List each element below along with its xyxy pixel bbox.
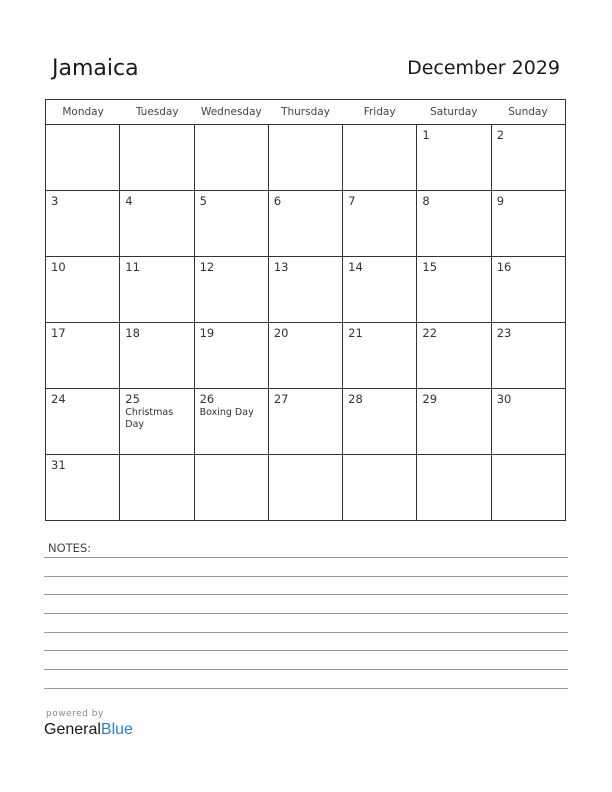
- day-number: 23: [496, 326, 512, 340]
- weekday-header: Friday: [363, 106, 396, 118]
- calendar-day-cell: [195, 191, 269, 256]
- day-number: 19: [199, 326, 215, 340]
- day-number: 27: [273, 392, 289, 406]
- notes-line: [44, 557, 568, 558]
- calendar-day-cell: [417, 455, 491, 520]
- calendar-day-cell: [492, 323, 565, 388]
- calendar-day-cell: [343, 389, 417, 454]
- calendar-week-row: [46, 323, 565, 389]
- weekday-header: Saturday: [430, 106, 478, 118]
- weekday-header: Wednesday: [200, 106, 262, 118]
- holiday-label: Christmas Day: [125, 407, 174, 430]
- day-number: 10: [51, 260, 66, 274]
- calendar-day-cell: [343, 455, 417, 520]
- day-number: 13: [273, 260, 289, 274]
- calendar-week-row: [46, 191, 565, 257]
- day-number: 14: [348, 260, 363, 274]
- day-number: 7: [348, 194, 356, 208]
- calendar-week-row: [46, 125, 565, 191]
- calendar-day-cell: [195, 125, 269, 190]
- day-number: 26: [199, 392, 215, 406]
- calendar-day-cell: [343, 257, 417, 322]
- calendar-day-cell: [46, 125, 120, 190]
- brand-logo: [44, 721, 133, 739]
- calendar-day-cell: [46, 257, 120, 322]
- calendar-day-cell: [269, 455, 343, 520]
- weekday-header: Sunday: [508, 106, 548, 118]
- day-number: 30: [496, 392, 512, 406]
- calendar-day-cell: [46, 389, 120, 454]
- weekday-header: Tuesday: [135, 106, 179, 118]
- calendar-day-cell: [417, 191, 491, 256]
- country-title: Jamaica: [52, 56, 139, 81]
- calendar-week-row: [46, 455, 565, 520]
- calendar-day-cell: [492, 125, 565, 190]
- day-number: 29: [422, 392, 438, 406]
- calendar-day-cell: [269, 191, 343, 256]
- calendar-day-cell: [195, 455, 269, 520]
- calendar-day-cell: [195, 389, 269, 454]
- weekday-header-row: [46, 100, 565, 125]
- day-number: 28: [348, 392, 363, 406]
- day-number: 21: [348, 326, 363, 340]
- calendar-day-cell: [195, 257, 269, 322]
- calendar-day-cell: [46, 323, 120, 388]
- day-number: 11: [125, 260, 140, 274]
- calendar-day-cell: [269, 125, 343, 190]
- calendar-day-cell: [269, 389, 343, 454]
- calendar-day-cell: [492, 389, 565, 454]
- day-number: 25: [125, 392, 140, 406]
- day-number: 31: [51, 458, 66, 472]
- calendar-day-cell: [417, 389, 491, 454]
- day-number: 16: [496, 260, 512, 274]
- day-number: 3: [51, 194, 59, 208]
- calendar-day-cell: [492, 257, 565, 322]
- calendar-day-cell: [343, 125, 417, 190]
- brand-name-part1: General: [44, 721, 101, 738]
- day-number: 17: [51, 326, 66, 340]
- calendar-day-cell: [46, 191, 120, 256]
- notes-line: [44, 594, 568, 595]
- calendar-week-row: [46, 389, 565, 455]
- notes-line: [44, 669, 568, 670]
- notes-line: [44, 688, 568, 689]
- calendar-day-cell: [343, 323, 417, 388]
- day-number: 9: [496, 194, 505, 208]
- notes-line: [44, 650, 568, 651]
- weekday-header: Monday: [62, 106, 104, 118]
- day-number: 4: [125, 194, 133, 208]
- day-number: 20: [273, 326, 289, 340]
- day-number: 1: [422, 128, 430, 142]
- calendar-day-cell: [120, 125, 194, 190]
- notes-line: [44, 576, 568, 577]
- weeks-container: [46, 125, 565, 520]
- calendar-day-cell: [195, 323, 269, 388]
- weekday-header: Thursday: [281, 106, 330, 118]
- day-number: 12: [199, 260, 215, 274]
- calendar-grid: [45, 99, 566, 521]
- notes-line: [44, 632, 568, 633]
- calendar-day-cell: [492, 191, 565, 256]
- month-year-title: December 2029: [407, 57, 560, 79]
- calendar-day-cell: [120, 455, 194, 520]
- calendar-day-cell: [343, 191, 417, 256]
- calendar-day-cell: [417, 323, 491, 388]
- calendar-week-row: [46, 257, 565, 323]
- calendar-day-cell: [492, 455, 565, 520]
- day-number: 24: [51, 392, 66, 406]
- calendar-day-cell: [269, 323, 343, 388]
- calendar-day-cell: [120, 323, 194, 388]
- notes-label: NOTES:: [48, 541, 92, 555]
- calendar-day-cell: [269, 257, 343, 322]
- day-number: 6: [273, 194, 282, 208]
- day-number: 22: [422, 326, 438, 340]
- day-number: 5: [199, 194, 207, 208]
- day-number: 15: [422, 260, 438, 274]
- brand-name-part2: Blue: [100, 721, 133, 738]
- calendar-day-cell: [417, 257, 491, 322]
- calendar-day-cell: [46, 455, 120, 520]
- day-number: 2: [496, 128, 505, 142]
- holiday-label: Boxing Day: [199, 407, 254, 418]
- day-number: 18: [125, 326, 140, 340]
- calendar-day-cell: [120, 389, 194, 454]
- calendar-day-cell: [417, 125, 491, 190]
- calendar-day-cell: [120, 191, 194, 256]
- powered-by-text: powered by: [46, 709, 104, 719]
- calendar-day-cell: [120, 257, 194, 322]
- day-number: 8: [422, 194, 430, 208]
- notes-line: [44, 613, 568, 614]
